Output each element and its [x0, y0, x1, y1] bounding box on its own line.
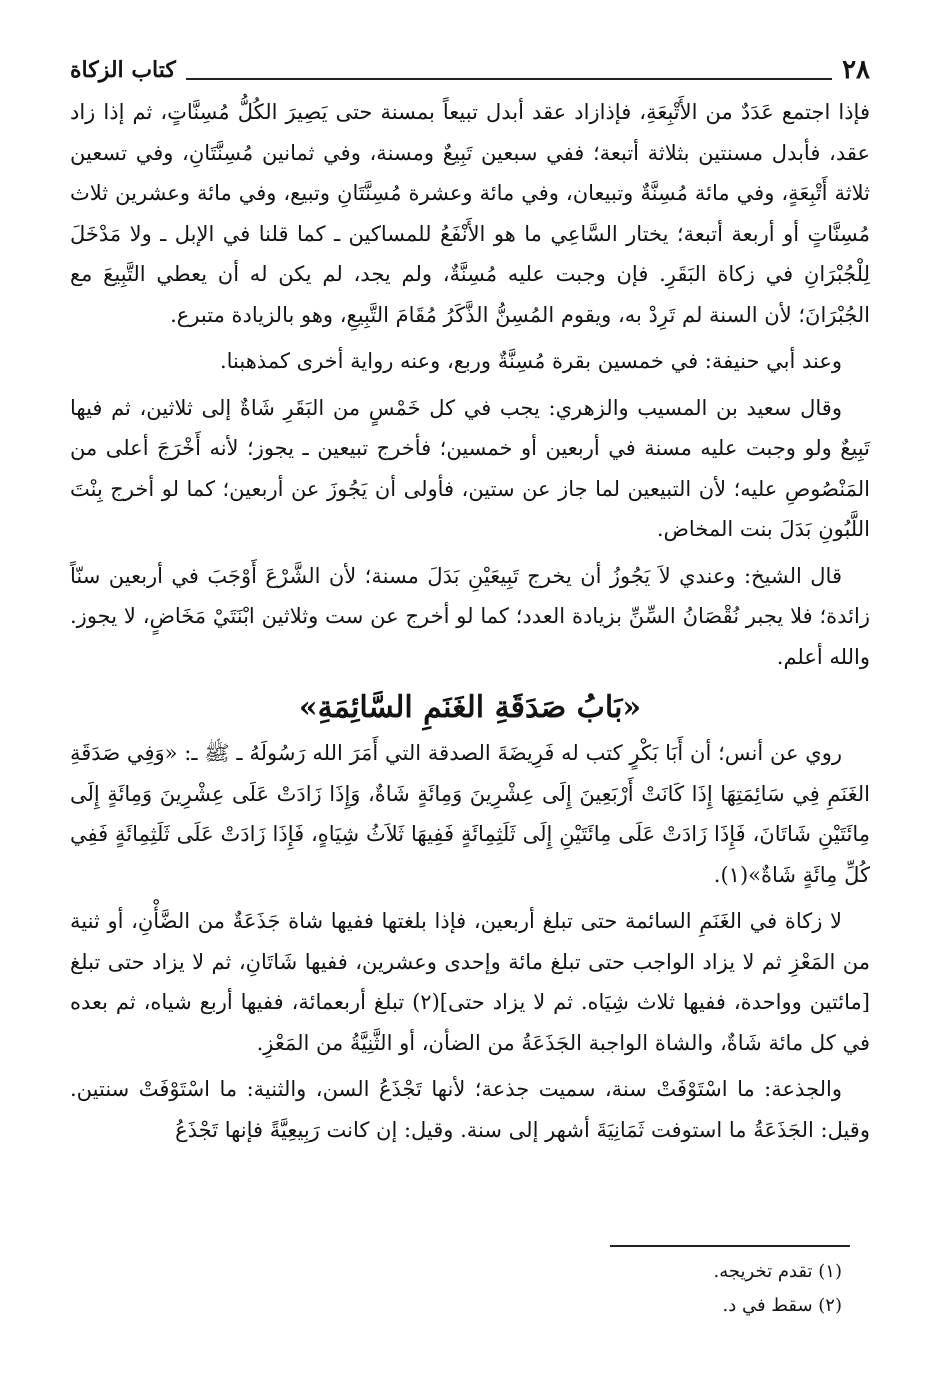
running-title: كتاب الزكاة [70, 57, 176, 83]
footnote-rule [610, 1245, 850, 1247]
section-heading: «بَابُ صَدَقَةِ الغَنَمِ السَّائِمَةِ» [298, 690, 642, 725]
paragraph: فإذا اجتمع عَدَدٌ من الأَتْبِعَةِ، فإذازاد عقد أبدل تبيعاً بمسنة حتى يَصِيرَ الكُلُّ مُسِنَّاتٍ، ثم إذا زاد عقد، فأبدل مسنتين بثلاثة أتبعة؛ ففي سبعين تَبِيعٌ ومسنة، وفي ثمانين مُسِنَّتَانِ، وفي تسعين ثلاثة أَتْبِعَةٍ، وفي مائة مُسِنَّةٌ وتبيعان، وفي مائة وعشرة مُسِنَّتَانِ وتبيع، وفي مائة وعشرين ثلاث مُسِنَّاتٍ أو أربعة أتبعة؛ يختار السَّاعِي ما هو الأَنْفَعُ للمساكين ـ كما قلنا في الإبل ـ ولا مَدْخَلَ لِلْجُبْرَانِ في زكاة البَقَرِ. فإن وجبت عليه مُسِنَّةٌ، ولم يجد، لم يكن له أن يعطي التَّبِيعَ مع الجُبْرَانَ؛ لأن السنة لم تَرِدْ به، ويقوم المُسِنُّ الذَّكَرُ مُقَامَ التَّبِيعِ، وهو بالزيادة متبرع. [70, 100, 870, 327]
paragraph: والجذعة: ما اسْتَوْفَتْ سنة، سميت جذعة؛ لأنها تَجْذَعُ السن، والثنية: ما اسْتَوْفَتْ سنتين. وقيل: الجَذَعَةُ ما استوفت ثَمَانِيَةَ أشهر إلى سنة. وقيل: إن كانت رَبِيعِيَّةً فإنها تَجْذَعُ [70, 1077, 870, 1142]
paragraph: قال الشيخ: وعندي لاَ يَجُوزُ أن يخرج تَبِيعَيْنِ بَدَلَ مسنة؛ لأن الشَّرْعَ أَوْجَبَ في أربعين سنّاً زائدة؛ فلا يجبر نُقْصَانُ السِّنِّ بزيادة العدد؛ كما لو أخرج عن ست وثلاثين ابْنَتَيْ مَخَاضٍ، لا يجوز. والله أعلم. [70, 563, 870, 669]
page-number: ٢٨ [842, 55, 870, 85]
footnotes [70, 1245, 850, 1323]
footnote: (٢) سقط في د. [722, 1295, 842, 1316]
page-body [70, 92, 870, 1150]
paragraph: لا زكاة في الغَنَمِ السائمة حتى تبلغ أربعين، فإذا بلغتها ففيها شاة جَذَعَةٌ من الضَّأْنِ، أو ثنية من المَعْزِ ثم لا يزاد الواجب حتى تبلغ مائة وإحدى وعشرين، ففيها شَاتَانِ، ثم لا يزاد حتى تبلغ [مائتين وواحدة، ففيها ثلاث شِيَاه. ثم لا يزاد حتى](٢) تبلغ أربعمائة، ففيها أربع شياه، ثم بعده في كل مائة شَاةٌ، والشاة الواجبة الجَذَعَةُ من الضأن، أو الثَّنِيَّةُ من المَعْزِ. [70, 909, 870, 1055]
paragraph: وعند أبي حنيفة: في خمسين بقرة مُسِنَّةٌ وربع، وعنه رواية أخرى كمذهبنا. [219, 349, 842, 373]
paragraph: روي عن أنس؛ أن أَبَا بَكْرٍ كتب له فَرِيضَةَ الصدقة التي أَمَرَ الله رَسُولَهُ ـ ﷺ ـ: «وَفِي صَدَقَةِ الغَنَمِ فِي سَائِمَتِهَا إِذَا كَانَتْ أَرْبَعِينَ إِلَى عِشْرِينَ وَمِائَةٍ شَاةٌ، وَإِذَا زَادَتْ عَلَى عِشْرِينَ وَمِائَةٍ إِلَى مِائَتَيْنِ شَاتَانَ، فَإِذَا زَادَتْ عَلَى مِائَتَيْنِ إِلَى ثَلَثِمِائَةٍ فَفِيهَا ثَلاَثُ شِيَاهٍ، فَإِذَا زَادَتْ عَلَى ثَلَثِمِائَةٍ فَفِي كُلِّ مِائَةٍ شَاةٌ»(١). [70, 741, 870, 887]
paragraph: وقال سعيد بن المسيب والزهري: يجب في كل خَمْسٍ من البَقَرِ شَاةٌ إلى ثلاثين، ثم فيها تَبِيعٌ ولو وجبت عليه مسنة في أربعين أو خمسين؛ فأخرج تبيعين ـ يجوز؛ لأنه أَخْرَجَ أعلى من المَنْصُوصِ عليه؛ لأن التبيعين لما جاز عن ستين، فأولى أن يَجُوزَ عن أربعين؛ كما لو أخرج بِنْتَ اللَّبُونِ بَدَلَ بنت المخاض. [70, 395, 870, 541]
footnote: (١) تقدم تخريجه. [713, 1261, 842, 1282]
header-rule [186, 78, 832, 80]
page-header [70, 50, 870, 90]
book-page [70, 50, 870, 1150]
